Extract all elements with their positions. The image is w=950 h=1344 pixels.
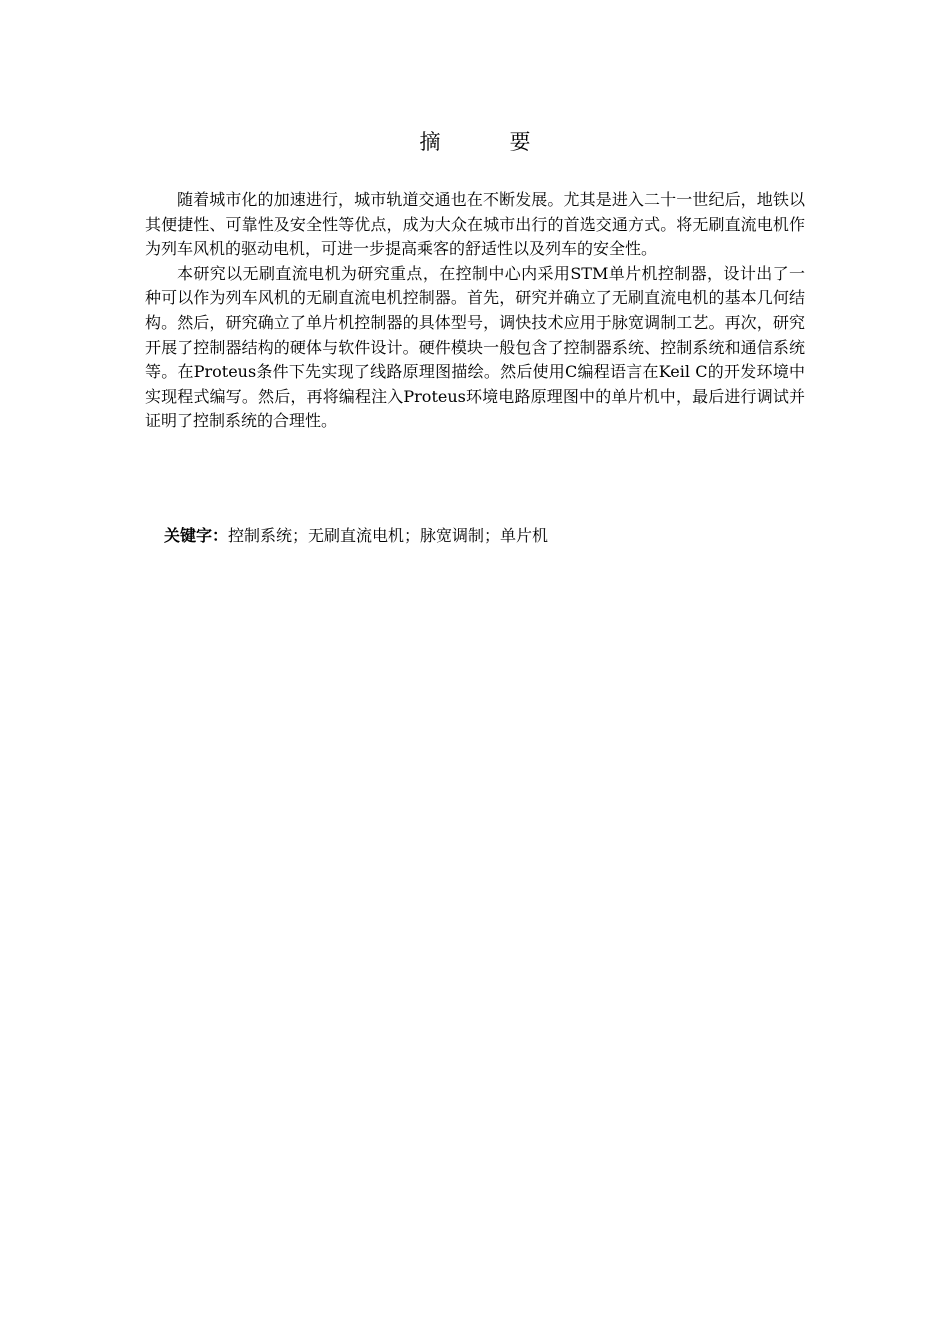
keywords-line [164, 524, 804, 548]
keywords-label: 关键字： [164, 526, 229, 545]
page-title: 摘 要 [419, 130, 555, 154]
abstract-body [145, 188, 805, 434]
abstract-paragraph-2: 本研究以无刷直流电机为研究重点，在控制中心内采用STM单片机控制器，设计出了一种可以作为列车风机的无刷直流电机控制器。首先，研究并确立了无刷直流电机的基本几何结构。然后，研究确立了单片机控制器的具体型号，调快技术应用于脉宽调制工艺。再次，研究开展了控制器结构的硬体与软件设计。硬件模块一般包含了控制器系统、控制系统和通信系统等。在Proteus条件下先实现了线路原理图描绘。然后使用C编程语言在Keil C的开发环境中实现程式编写。然后，再将编程注入Proteus环境电路原理图中的单片机中，最后进行调试并证明了控制系统的合理性。 [145, 263, 805, 431]
keywords-list: 控制系统；无刷直流电机；脉宽调制；单片机 [228, 526, 549, 545]
abstract-paragraph-1: 随着城市化的加速进行，城市轨道交通也在不断发展。尤其是进入二十一世纪后，地铁以其便捷性、可靠性及安全性等优点，成为大众在城市出行的首选交通方式。将无刷直流电机作为列车风机的驱动电机，可进一步提高乘客的舒适性以及列车的安全性。 [145, 190, 805, 259]
